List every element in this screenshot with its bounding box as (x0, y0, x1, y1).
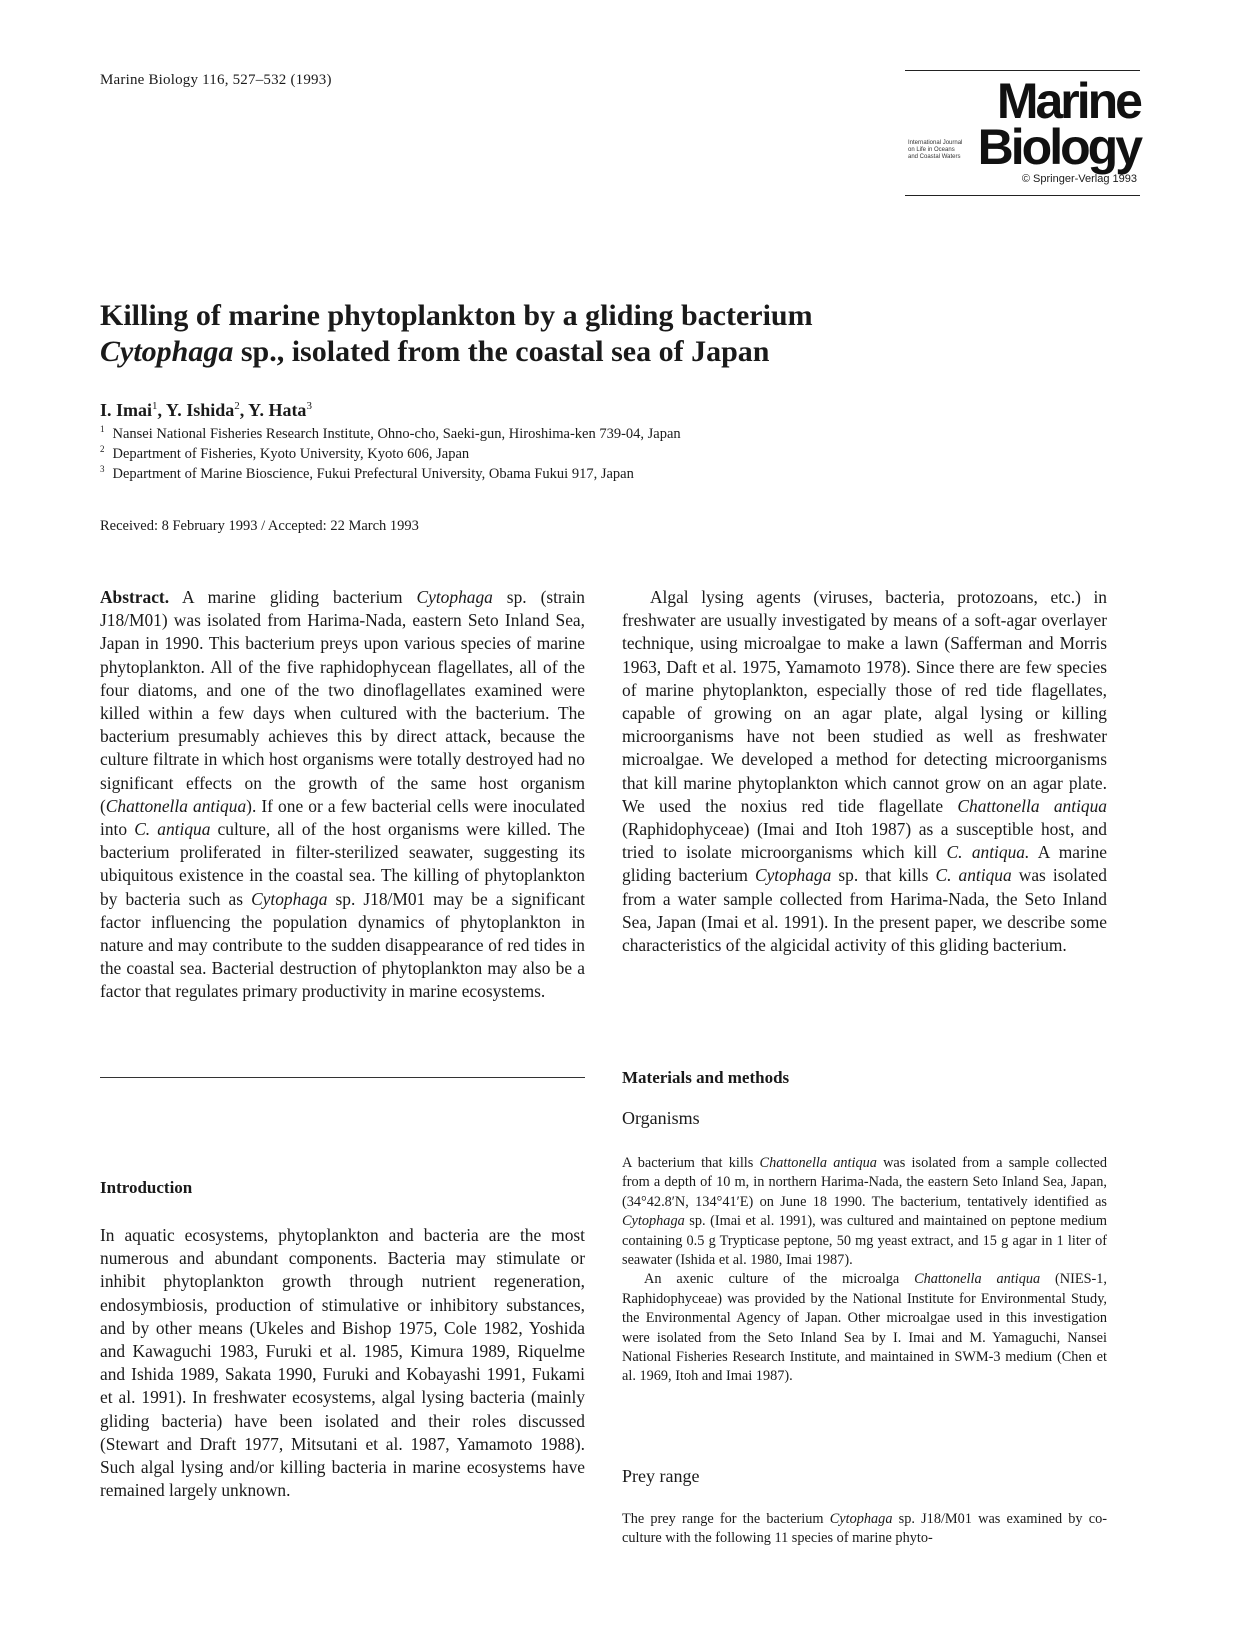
intro-text: was isolated from a water sample collected from Harima-Nada, the Seto Inland Sea, Japan (Imai et al. 1991). In the present paper, we describe some characteristics of the algicidal activity of this gliding bacterium. (622, 865, 1107, 956)
introduction-text: In aquatic ecosystems, phytoplankton and bacteria are the most numerous and abundant components. Bacteria may stimulate or inhibit phytoplankton growth through nutrient regeneration, endosymbiosis, production of stimulative or inhibitory substances, and by other means (Ukeles and Bishop 1975, Cole 1982, Yoshida and Kawaguchi 1983, Furuki et al. 1985, Kimura 1989, Riquelme and Ishida 1989, Sakata 1990, Furuki and Kobayashi 1991, Fukami et al. 1991). In freshwater ecosystems, algal lysing bacteria (mainly gliding bacteria) have been isolated and their roles discussed (Stewart and Draft 1977, Mitsutani et al. 1987, Yamamoto 1988). Such algal lysing and/or killing bacteria in marine ecosystems have remained largely unknown. (100, 1225, 585, 1501)
affiliation-text: Nansei National Fisheries Research Institute, Ohno-cho, Saeki-gun, Hiroshima-ken 739-04, Japan (112, 425, 681, 442)
paper-title (100, 298, 980, 370)
organisms-body (622, 1154, 1107, 1387)
intro-continuation (622, 586, 1107, 957)
intro-text: A marine gliding bacterium (622, 842, 1107, 886)
logo-tagline-line: International Journal (908, 140, 963, 146)
title-line-1: Killing of marine phytoplankton by a gliding bacterium (100, 299, 813, 332)
abstract-italic: Chattonella antiqua (105, 795, 247, 816)
author-name: Y. Hata (248, 400, 307, 420)
affiliation (100, 424, 681, 443)
introduction-body (100, 1224, 585, 1502)
introduction-heading: Introduction (100, 1178, 193, 1197)
affiliation-text: Department of Fisheries, Kyoto University, Kyoto 606, Japan (112, 445, 470, 462)
logo-tagline-line: on Life in Oceans (908, 147, 955, 153)
abstract-italic: Cytophaga (416, 587, 493, 607)
abstract-italic: C. antiqua (134, 819, 211, 840)
methods-text: sp. (Imai et al. 1991), was cultured and maintained on peptone medium containing 0.5 g Trypticase peptone, 50 mg yeast extract, and 15 g agar in 1 liter of seawater (Ishida et al. 1980, Imai 1987). (622, 1213, 1107, 1269)
affiliation-text: Department of Marine Bioscience, Fukui Prefectural University, Obama Fukui 917, Japan (112, 465, 634, 482)
methods-text: A bacterium that kills (622, 1155, 760, 1171)
intro-italic: C. antiqua (935, 865, 1012, 886)
abstract-text: A marine gliding bacterium (169, 587, 417, 607)
abstract-italic: Cytophaga (251, 888, 328, 909)
author-list: I. Imai$^1$, Y. Ishida$^2$, Y. Hata$^3$ (100, 400, 312, 420)
intro-text: Algal lysing agents (viruses, bacteria, protozoans, etc.) in freshwater are usually investigated by means of a soft-agar overlayer technique, using microalgae to make a lawn (Safferman and Morris 1963, Daft et al. 1975, Yamamoto 1978). Since there are few species of marine phytoplankton, especially those of red tide flagellates, capable of growing on an agar plate, algal lysing or killing microorganisms have not been studied as well as freshwater microalgae. We developed a method for detecting microorganisms that kill marine phytoplankton which cannot grow on an agar plate. We used the noxius red tide flagellate (622, 587, 1107, 816)
author-mark: 3 (306, 400, 312, 412)
methods-text: The prey range for the bacterium (622, 1511, 830, 1527)
methods-text: sp. J18/M01 was examined by co-culture with the following 11 species of marine phyto- (622, 1511, 1107, 1547)
abstract (100, 586, 585, 1004)
intro-italic: Chattonella antiqua (957, 795, 1107, 816)
intro-text: (Raphidophyceae) (Imai and Itoh 1987) as a susceptible host, and tried to isolate microorganisms which kill (622, 819, 1107, 863)
logo-top-rule (905, 70, 1140, 71)
methods-text: (NIES-1, Raphidophyceae) was provided by the National Institute for Environmental Study, the Environmental Agency of Japan. Other microalgae used in this investigation were isolated from the Seto Inland Sea by I. Imai and M. Yamaguchi, Nansei National Fisheries Research Institute, and maintained in SWM-3 medium (Chen et al. 1969, Itoh and Imai 1987). (622, 1271, 1108, 1385)
author-name: I. Imai (100, 400, 153, 420)
author-mark: 1 (152, 400, 158, 412)
abstract-label: Abstract. (100, 587, 170, 607)
intro-italic: Cytophaga (754, 865, 832, 886)
abstract-text: sp. (strain J18/M01) was isolated from Harima-Nada, eastern Seto Inland Sea, Japan in 1990. This bacterium preys upon various species of marine phytoplankton. All of the five raphidophycean flagellates, all of the four diatoms, and one of the two dinoflagellates examined were killed within a few days when cultured with the bacterium. The bacterium presumably achieves this by direct attack, because the culture filtrate in which host organisms were totally destroyed had no significant effects on the growth of the same host organism ( (100, 587, 585, 816)
intro-text: sp. that kills (831, 865, 936, 886)
affiliation (100, 464, 634, 483)
received-dates: Received: 8 February 1993 / Accepted: 22 March 1993 (100, 518, 419, 534)
author-name: Y. Ishida (165, 400, 235, 420)
logo-tagline-line: and Coastal Waters (908, 154, 961, 160)
affiliation (100, 444, 469, 463)
abstract-text: sp. J18/M01 may be a significant factor influencing the population dynamics of phytoplankton in nature and may contribute to the sudden disappearance of red tides in the coastal sea. Bacterial destruction of phytoplankton may also be a factor that regulates primary productivity in marine ecosystems. (100, 888, 585, 1002)
affiliation-mark: 1 (100, 424, 105, 434)
intro-italic: C. antiqua. (946, 842, 1030, 863)
logo-copyright: © Springer-Verlag 1993 (1021, 173, 1137, 185)
organisms-heading: Organisms (622, 1108, 700, 1128)
title-line-2 (100, 334, 980, 370)
affiliation-mark: 2 (100, 444, 105, 454)
methods-heading: Materials and methods (622, 1068, 790, 1087)
prey-range-heading: Prey range (622, 1466, 700, 1486)
prey-range-body (622, 1510, 1107, 1549)
methods-text: was isolated from a sample collected from a depth of 10 m, in northern Harima-Nada, the eastern Seto Inland Sea, Japan, (34°42.8′N, 134°41′E) on June 18 1990. The bacterium, tentatively identified as (622, 1155, 1107, 1210)
methods-italic: Cytophaga (622, 1213, 685, 1230)
methods-italic: Chattonella antiqua (914, 1271, 1041, 1288)
logo-bottom-rule (905, 195, 1140, 196)
logo-biology: Biology (977, 119, 1140, 175)
title-genus: Cytophaga (100, 335, 234, 368)
abstract-text: ). If one or a few bacterial cells were inoculated into (100, 795, 586, 840)
author-mark: 2 (234, 400, 240, 412)
abstract-rule (100, 1077, 585, 1078)
affiliation-mark: 3 (100, 464, 105, 474)
methods-italic: Cytophaga (829, 1511, 893, 1527)
abstract-text: culture, all of the host organisms were killed. The bacterium proliferated in filter-sterilized seawater, suggesting its ubiquitous existence in the coastal sea. The killing of phytoplankton by bacteria such as (100, 819, 585, 909)
methods-text: An axenic culture of the microalga (644, 1271, 915, 1288)
title-rest: sp., isolated from the coastal sea of Japan (233, 335, 770, 368)
logo-marine: Marine (996, 73, 1140, 129)
methods-italic: Chattonella antiqua (759, 1155, 877, 1171)
journal-citation: Marine Biology 116, 527–532 (1993) (100, 72, 332, 88)
